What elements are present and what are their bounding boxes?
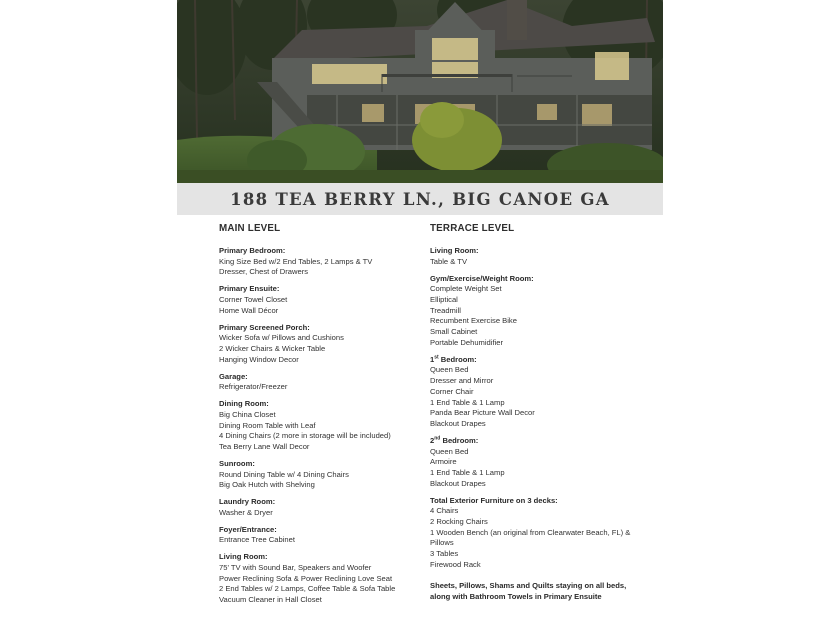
- list-item: Blackout Drapes: [430, 418, 486, 428]
- list-item: Home Wall Décor: [219, 305, 279, 315]
- list-item: Treadmill: [430, 305, 461, 315]
- section-primary-screened-porch: [219, 323, 424, 366]
- list-item: Big Oak Hutch with Shelving: [219, 480, 315, 490]
- list-item: Round Dining Table w/ 4 Dining Chairs: [219, 469, 349, 479]
- list-item: 1 End Table & 1 Lamp: [430, 397, 505, 407]
- section-heading: [430, 355, 645, 366]
- list-item: Entrance Tree Cabinet: [219, 535, 295, 545]
- section-heading: Primary Screened Porch:: [219, 322, 310, 332]
- bedroom-label: Bedroom:: [438, 354, 477, 364]
- section-heading: Foyer/Entrance:: [219, 524, 277, 534]
- list-item: 4 Dining Chairs (2 more in storage will be included): [219, 431, 391, 441]
- section-second-bedroom: [430, 436, 645, 490]
- section-heading: Living Room:: [430, 246, 479, 255]
- list-item: Dresser, Chest of Drawers: [219, 267, 309, 277]
- list-item: Tea Berry Lane Wall Decor: [219, 442, 310, 451]
- section-heading: Garage:: [219, 371, 248, 381]
- section-heading: Living Room:: [219, 552, 268, 562]
- list-item: 3 Tables: [430, 549, 459, 559]
- linens-note: Sheets, Pillows, Shams and Quilts staying on all beds, along with Bathroom Towels in Primary Ensuite: [430, 581, 627, 602]
- section-terrace-living-room: [430, 246, 645, 267]
- section-garage: [219, 372, 424, 393]
- section-first-bedroom: [430, 355, 645, 430]
- list-item: 1 End Table & 1 Lamp: [430, 467, 505, 477]
- section-heading: Primary Ensuite:: [219, 284, 280, 294]
- list-item: Wicker Sofa w/ Pillows and Cushions: [219, 333, 344, 343]
- list-item: Big China Closet: [219, 409, 276, 419]
- list-item: 2 Rocking Chairs: [430, 516, 488, 526]
- list-item: Washer & Dryer: [219, 507, 273, 517]
- section-heading: Gym/Exercise/Weight Room:: [430, 273, 534, 283]
- ordinal-suffix: nd: [434, 435, 441, 442]
- address-banner: [177, 183, 663, 215]
- listing-sheet: [177, 0, 663, 630]
- bedroom-number: 1: [430, 354, 435, 364]
- list-item: Firewood Rack: [430, 559, 481, 569]
- list-item: Portable Dehumidifier: [430, 337, 504, 347]
- bedroom-number: 2: [430, 435, 435, 445]
- section-heading: [430, 436, 645, 447]
- list-item: Blackout Drapes: [430, 478, 486, 488]
- list-item: Recumbent Exercise Bike: [430, 316, 517, 326]
- list-item: Complete Weight Set: [430, 284, 502, 294]
- list-item: Queen Bed: [430, 365, 469, 375]
- section-dining-room: [219, 399, 424, 453]
- list-item: Power Reclining Sofa & Power Reclining Love Seat: [219, 573, 393, 583]
- list-item: Dresser and Mirror: [430, 376, 494, 386]
- section-heading: Total Exterior Furniture on 3 decks:: [430, 495, 558, 505]
- terrace-level-column: [430, 223, 645, 603]
- list-item: Refrigerator/Freezer: [219, 382, 288, 392]
- section-primary-bedroom: [219, 246, 424, 278]
- list-item: Vacuum Cleaner in Hall Closet: [219, 595, 322, 605]
- section-foyer-entrance: [219, 525, 424, 546]
- list-item: 2 Wicker Chairs & Wicker Table: [219, 344, 326, 353]
- list-item: Queen Bed: [430, 446, 469, 456]
- main-level-title: MAIN LEVEL: [219, 223, 281, 234]
- main-level-column: [219, 223, 424, 612]
- list-item: Small Cabinet: [430, 327, 478, 337]
- section-heading: Primary Bedroom:: [219, 246, 286, 255]
- address-title: 188 TEA BERRY LN., BIG CANOE GA: [230, 189, 610, 209]
- list-item: 4 Chairs: [430, 506, 459, 516]
- section-living-room: [219, 552, 424, 606]
- house-photo: [177, 0, 663, 183]
- section-heading: Dining Room:: [219, 399, 269, 409]
- list-item: King Size Bed w/2 End Tables, 2 Lamps & TV: [219, 256, 373, 266]
- bedroom-label: Bedroom:: [440, 435, 479, 445]
- list-item: Dining Room Table with Leaf: [219, 420, 316, 430]
- list-item: Hanging Window Decor: [219, 354, 299, 364]
- section-gym: [430, 274, 645, 349]
- list-item: Corner Towel Closet: [219, 295, 288, 304]
- section-primary-ensuite: [219, 284, 424, 316]
- section-sunroom: [219, 459, 424, 491]
- list-item: Elliptical: [430, 295, 458, 304]
- ordinal-suffix: st: [434, 354, 439, 361]
- list-item: Corner Chair: [430, 386, 474, 396]
- section-exterior-furniture: [430, 496, 645, 571]
- list-item: Table & TV: [430, 256, 468, 266]
- section-heading: Sunroom:: [219, 458, 255, 468]
- list-item: 1 Wooden Bench (an original from Clearwater Beach, FL) & Pillows: [430, 527, 631, 548]
- terrace-level-title: TERRACE LEVEL: [430, 223, 515, 234]
- list-item: Panda Bear Picture Wall Decor: [430, 408, 535, 418]
- list-item: 2 End Tables w/ 2 Lamps, Coffee Table & Sofa Table: [219, 584, 396, 594]
- list-item: Armoire: [430, 457, 457, 467]
- section-heading: Laundry Room:: [219, 497, 276, 507]
- section-laundry-room: [219, 497, 424, 518]
- list-item: 75' TV with Sound Bar, Speakers and Woofer: [219, 563, 372, 573]
